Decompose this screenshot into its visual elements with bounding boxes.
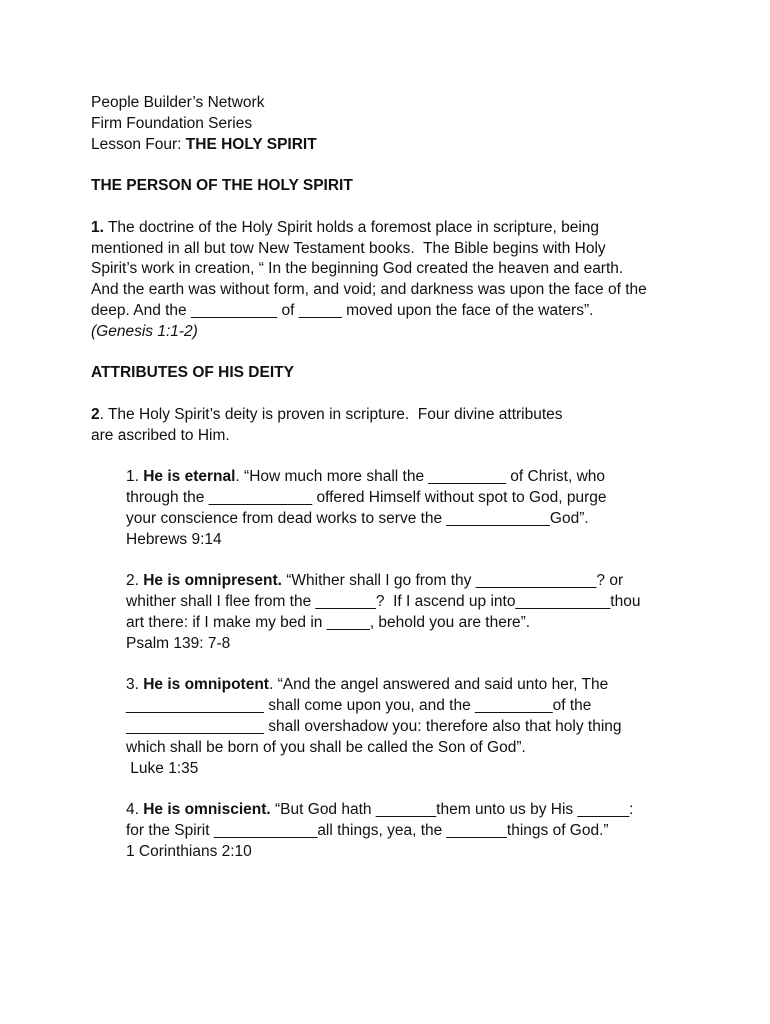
attribute-number: 1. bbox=[126, 468, 144, 486]
paragraph-1-line: And the earth was without form, and void; and darkness was upon the face of the bbox=[91, 281, 647, 299]
attribute-line bbox=[126, 571, 731, 592]
attribute-line bbox=[126, 675, 731, 696]
section-heading-person: THE PERSON OF THE HOLY SPIRIT bbox=[91, 177, 353, 195]
attribute-number: 4. bbox=[126, 801, 144, 819]
attribute-title: He is omniscient. bbox=[143, 801, 271, 819]
attribute-line: which shall be born of you shall be called the Son of God”. bbox=[126, 738, 526, 756]
lesson-page bbox=[91, 93, 731, 862]
attribute-text: “But God hath _______them unto us by His ______: bbox=[270, 801, 634, 819]
attribute-line: art there: if I make my bed in _____, behold you are there”. bbox=[126, 613, 531, 631]
paragraph-number: 1. bbox=[91, 218, 104, 236]
paragraph-2 bbox=[91, 405, 731, 447]
attribute-line: ________________ shall overshadow you: therefore also that holy thing bbox=[126, 717, 622, 735]
attribute-item-omniscient bbox=[91, 800, 731, 862]
paragraph-1-line: Spirit’s work in creation, “ In the beginning God created the heaven and earth. bbox=[91, 260, 624, 278]
scripture-reference: Hebrews 9:14 bbox=[126, 530, 222, 548]
paragraph-1-line: mentioned in all but tow New Testament books. The Bible begins with Holy bbox=[91, 239, 606, 257]
attribute-line: whither shall I flee from the _______? If I ascend up into___________thou bbox=[126, 593, 641, 611]
paragraph-2-line: are ascribed to Him. bbox=[91, 426, 230, 444]
attribute-line bbox=[126, 467, 731, 488]
attribute-title: He is omnipotent bbox=[143, 676, 269, 694]
lesson-title-line bbox=[91, 135, 731, 156]
org-name: People Builder’s Network bbox=[91, 94, 265, 111]
attribute-line: ________________ shall come upon you, and the _________of the bbox=[126, 697, 592, 715]
attribute-title: He is eternal bbox=[143, 468, 236, 486]
section-heading-attributes: ATTRIBUTES OF HIS DEITY bbox=[91, 364, 294, 382]
paragraph-1-line: deep. And the __________ of _____ moved upon the face of the waters”. bbox=[91, 301, 594, 319]
paragraph-2-line bbox=[91, 405, 731, 426]
attribute-title: He is omnipresent. bbox=[143, 572, 282, 590]
attribute-line: your conscience from dead works to serve the ____________God”. bbox=[126, 509, 589, 527]
series-name: Firm Foundation Series bbox=[91, 114, 253, 132]
paragraph-1-line bbox=[91, 218, 731, 239]
attribute-number: 2. bbox=[126, 572, 144, 590]
attribute-item-omnipotent bbox=[91, 675, 731, 779]
lesson-title: THE HOLY SPIRIT bbox=[185, 135, 317, 153]
attribute-text: “Whither shall I go from thy ______________? or bbox=[281, 572, 624, 590]
attribute-number: 3. bbox=[126, 676, 144, 694]
attribute-line: for the Spirit ____________all things, yea, the _______things of God.” bbox=[126, 821, 609, 839]
attribute-text: . “And the angel answered and said unto her, The bbox=[268, 676, 609, 694]
paragraph-1 bbox=[91, 218, 731, 343]
lesson-prefix: Lesson Four: bbox=[91, 135, 186, 153]
scripture-reference: (Genesis 1:1-2) bbox=[91, 322, 198, 340]
paragraph-number: 2 bbox=[91, 405, 100, 423]
paragraph-text: The doctrine of the Holy Spirit holds a foremost place in scripture, being bbox=[103, 218, 600, 236]
attribute-line bbox=[126, 800, 731, 821]
attribute-line: through the ____________ offered Himself without spot to God, purge bbox=[126, 489, 607, 507]
attribute-item-omnipresent bbox=[91, 571, 731, 654]
paragraph-text: . The Holy Spirit’s deity is proven in scripture. Four divine attributes bbox=[99, 405, 563, 423]
scripture-reference: Luke 1:35 bbox=[126, 759, 199, 777]
scripture-reference: Psalm 139: 7-8 bbox=[126, 634, 231, 652]
scripture-reference: 1 Corinthians 2:10 bbox=[126, 842, 252, 860]
attribute-item-eternal bbox=[91, 467, 731, 550]
attribute-text: . “How much more shall the _________ of Christ, who bbox=[235, 468, 606, 486]
